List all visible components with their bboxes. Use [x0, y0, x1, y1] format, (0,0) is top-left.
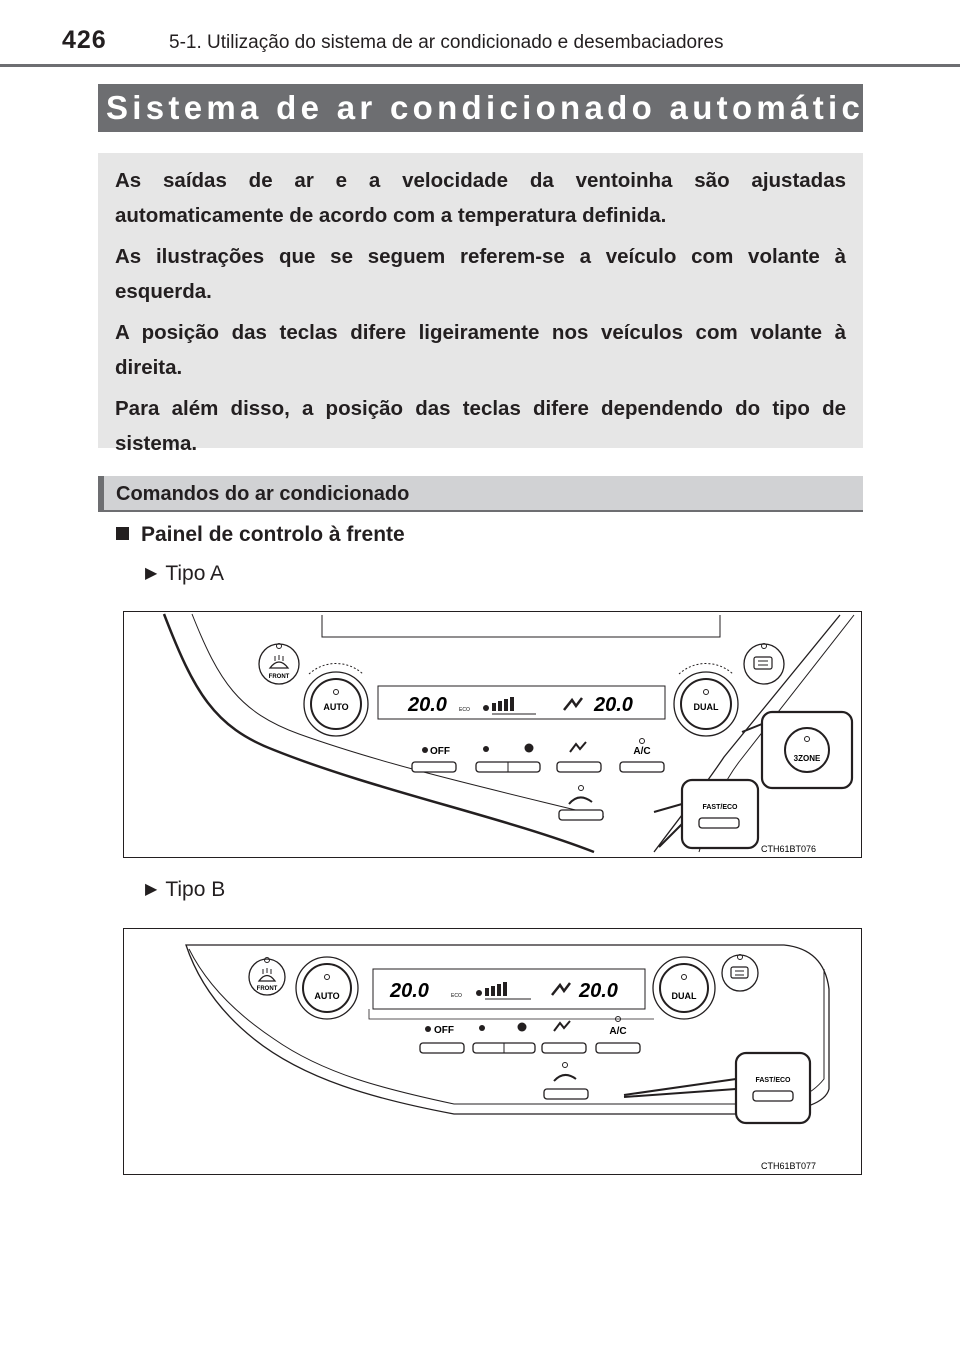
display-right-temp: 20.0	[579, 980, 618, 1002]
display-left-temp: 20.0	[408, 694, 447, 716]
intro-paragraph: Para além disso, a posição das teclas difere dependendo do tipo de sistema.	[115, 397, 846, 455]
front-label: FRONT	[268, 674, 290, 680]
ac-label: A/C	[609, 1026, 627, 1037]
triangle-bullet-icon: ▶	[145, 881, 158, 898]
display-eco: ECO	[451, 993, 462, 999]
intro-box	[98, 153, 863, 455]
figure-code-a: CTH61BT076	[761, 844, 817, 854]
ac-label: A/C	[633, 746, 651, 757]
fan-icon	[422, 747, 428, 753]
dual-knob-label: DUAL	[671, 991, 697, 1001]
intro-paragraph: As saídas de ar e a velocidade da ventoinha são ajustadas automaticamente de acordo com a temperatura definida.	[115, 169, 846, 227]
fan-icon	[479, 1023, 527, 1032]
header-rule	[0, 64, 960, 67]
fast-eco-label: FAST/ECO	[755, 1077, 791, 1084]
fast-eco-label: FAST/ECO	[702, 804, 738, 811]
airflow-mode-button[interactable]	[557, 762, 601, 772]
square-bullet-icon	[116, 527, 129, 540]
subsection-heading	[116, 523, 405, 547]
display-eco: ECO	[459, 707, 470, 713]
fan-off-label: OFF	[434, 1025, 454, 1036]
variant-b-text: Tipo B	[165, 878, 226, 901]
fan-icon	[476, 990, 482, 996]
recirculation-button[interactable]	[544, 1089, 588, 1099]
fast-eco-button[interactable]	[753, 1091, 793, 1101]
fan-icon	[483, 744, 534, 753]
fan-icon	[425, 1026, 431, 1032]
display-left-temp: 20.0	[390, 980, 429, 1002]
front-label: FRONT	[256, 986, 278, 992]
display-right-temp: 20.0	[594, 694, 633, 716]
chapter-title: 5-1. Utilização do sistema de ar condicionado e desembaciadores	[169, 32, 724, 53]
fan-off-button[interactable]	[420, 1043, 464, 1053]
airflow-mode-button[interactable]	[542, 1043, 586, 1053]
page-number: 426	[62, 26, 107, 54]
figure-type-b	[123, 928, 862, 1175]
page-title: Sistema de ar condicionado automático	[98, 84, 863, 132]
ac-button[interactable]	[620, 762, 664, 772]
subsection-label: Painel de controlo à frente	[141, 523, 405, 546]
recirculation-button[interactable]	[559, 810, 603, 820]
fan-icon	[483, 705, 489, 711]
airflow-mode-icon	[570, 742, 586, 752]
variant-label-b	[145, 878, 225, 902]
fast-eco-button[interactable]	[699, 818, 739, 828]
figure-type-a	[123, 611, 862, 858]
section-heading: Comandos do ar condicionado	[98, 476, 863, 512]
auto-knob-label: AUTO	[323, 702, 349, 712]
intro-paragraph: A posição das teclas difere ligeiramente nos veículos com volante à direita.	[115, 321, 846, 379]
variant-label-a	[145, 562, 224, 586]
dual-knob-label: DUAL	[693, 702, 719, 712]
recirculation-icon	[554, 1075, 576, 1081]
variant-a-text: Tipo A	[165, 562, 225, 585]
fan-off-button[interactable]	[412, 762, 456, 772]
triangle-bullet-icon: ▶	[145, 565, 158, 582]
airflow-mode-icon	[554, 1021, 570, 1031]
ac-button[interactable]	[596, 1043, 640, 1053]
figure-code-b: CTH61BT077	[761, 1161, 817, 1171]
fan-off-label: OFF	[430, 746, 450, 757]
intro-paragraph: As ilustrações que se seguem referem-se a veículo com volante à esquerda.	[115, 245, 846, 303]
recirculation-icon	[569, 797, 592, 804]
zone-knob-label[interactable]: 3ZONE	[793, 754, 821, 763]
auto-knob-label: AUTO	[314, 991, 340, 1001]
